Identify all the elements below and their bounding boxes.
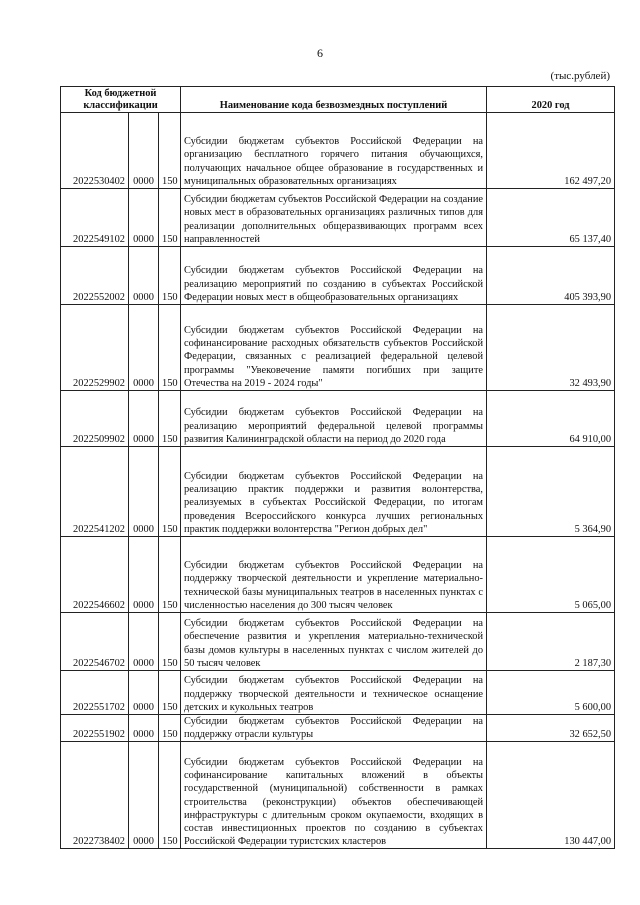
subcode-cell: 150 (159, 671, 181, 715)
revenue-name-cell: Субсидии бюджетам субъектов Российской Федерации на реализацию практик поддержки и развития волонтерства, реализуемых в субъектах Российской Федерации, по итогам проведения Всероссийского конкурса лучших региональных практик поддержки волонтерства "Регион добрых дел" (181, 447, 487, 537)
subcode-cell: 150 (159, 537, 181, 613)
table-row (61, 742, 615, 849)
group-code-cell: 0000 (129, 391, 159, 447)
revenue-name-cell: Субсидии бюджетам субъектов Российской Федерации на софинансирование расходных обязательств субъектов Российской Федерации, связанных с реализацией федеральной целевой программы "Увековечение памяти погибших при защите Отечества на 2019 - 2024 годы" (181, 305, 487, 391)
units-label: (тыс.рублей) (550, 70, 610, 82)
subcode-cell: 150 (159, 189, 181, 247)
revenue-name-cell: Субсидии бюджетам субъектов Российской Федерации на реализацию мероприятий федеральной целевой программы развития Калининградской области на период до 2020 года (181, 391, 487, 447)
subcode-cell: 150 (159, 305, 181, 391)
table-row (61, 537, 615, 613)
amount-cell: 130 447,00 (487, 742, 615, 849)
group-code-cell: 0000 (129, 305, 159, 391)
table-row (61, 391, 615, 447)
group-code-cell: 0000 (129, 715, 159, 742)
budget-code-cell: 2022546702 (61, 613, 129, 671)
amount-cell: 5 600,00 (487, 671, 615, 715)
group-code-cell: 0000 (129, 113, 159, 189)
table-row (61, 247, 615, 305)
amount-cell: 32 493,90 (487, 305, 615, 391)
group-code-cell: 0000 (129, 537, 159, 613)
subcode-cell: 150 (159, 613, 181, 671)
amount-cell: 5 065,00 (487, 537, 615, 613)
budget-code-cell: 2022529902 (61, 305, 129, 391)
amount-cell: 2 187,30 (487, 613, 615, 671)
subcode-cell: 150 (159, 447, 181, 537)
revenue-name-cell: Субсидии бюджетам субъектов Российской Федерации на софинансирование капитальных вложений в объекты государственной (муниципальной) собственности в рамках строительства (реконструкции) объектов обеспечивающей инфраструктуры с длительным сроком окупаемости, входящих в состав инвестиционных проектов по созданию в субъектах Российской Федерации туристских кластеров (181, 742, 487, 849)
budget-code-cell: 2022549102 (61, 189, 129, 247)
subcode-cell: 150 (159, 391, 181, 447)
revenue-name-cell: Субсидии бюджетам субъектов Российской Федерации на обеспечение развития и укрепления материально-технической базы домов культуры в населенных пунктах с числом жителей до 50 тысяч человек (181, 613, 487, 671)
budget-code-cell: 2022551902 (61, 715, 129, 742)
header-name: Наименование кода безвозмездных поступлений (181, 87, 487, 113)
table-row (61, 447, 615, 537)
amount-cell: 5 364,90 (487, 447, 615, 537)
budget-code-cell: 2022551702 (61, 671, 129, 715)
page-number: 6 (317, 46, 323, 60)
budget-code-cell: 2022546602 (61, 537, 129, 613)
revenue-name-cell: Субсидии бюджетам субъектов Российской Федерации на поддержку творческой деятельности и техническое оснащение детских и кукольных театров (181, 671, 487, 715)
subcode-cell: 150 (159, 742, 181, 849)
table-row (61, 305, 615, 391)
header-year: 2020 год (487, 87, 615, 113)
budget-code-cell: 2022509902 (61, 391, 129, 447)
table-row (61, 113, 615, 189)
budget-code-cell: 2022541202 (61, 447, 129, 537)
header-code: Код бюджетной классификации (61, 87, 181, 113)
revenue-name-cell: Субсидии бюджетам субъектов Российской Федерации на поддержку отрасли культуры (181, 715, 487, 742)
revenue-name-cell: Субсидии бюджетам субъектов Российской Федерации на организацию бесплатного горячего питания обучающихся, получающих начальное общее образование в государственных и муниципальных образовательных организациях (181, 113, 487, 189)
table-row (61, 189, 615, 247)
revenue-table (60, 86, 615, 849)
group-code-cell: 0000 (129, 447, 159, 537)
group-code-cell: 0000 (129, 247, 159, 305)
group-code-cell: 0000 (129, 742, 159, 849)
amount-cell: 405 393,90 (487, 247, 615, 305)
budget-code-cell: 2022530402 (61, 113, 129, 189)
subcode-cell: 150 (159, 715, 181, 742)
amount-cell: 162 497,20 (487, 113, 615, 189)
group-code-cell: 0000 (129, 671, 159, 715)
revenue-name-cell: Субсидии бюджетам субъектов Российской Федерации на создание новых мест в образовательных организациях различных типов для реализации дополнительных общеразвивающих программ всех направленностей (181, 189, 487, 247)
subcode-cell: 150 (159, 247, 181, 305)
revenue-name-cell: Субсидии бюджетам субъектов Российской Федерации на реализацию мероприятий по созданию в субъектах Российской Федерации новых мест в общеобразовательных организациях (181, 247, 487, 305)
budget-code-cell: 2022738402 (61, 742, 129, 849)
group-code-cell: 0000 (129, 189, 159, 247)
amount-cell: 65 137,40 (487, 189, 615, 247)
budget-code-cell: 2022552002 (61, 247, 129, 305)
revenue-name-cell: Субсидии бюджетам субъектов Российской Федерации на поддержку творческой деятельности и укрепление материально-технической базы муниципальных театров в населенных пунктах с численностью населения до 300 тысяч человек (181, 537, 487, 613)
amount-cell: 64 910,00 (487, 391, 615, 447)
table-row (61, 671, 615, 715)
table-row (61, 613, 615, 671)
subcode-cell: 150 (159, 113, 181, 189)
table-row (61, 715, 615, 742)
amount-cell: 32 652,50 (487, 715, 615, 742)
group-code-cell: 0000 (129, 613, 159, 671)
